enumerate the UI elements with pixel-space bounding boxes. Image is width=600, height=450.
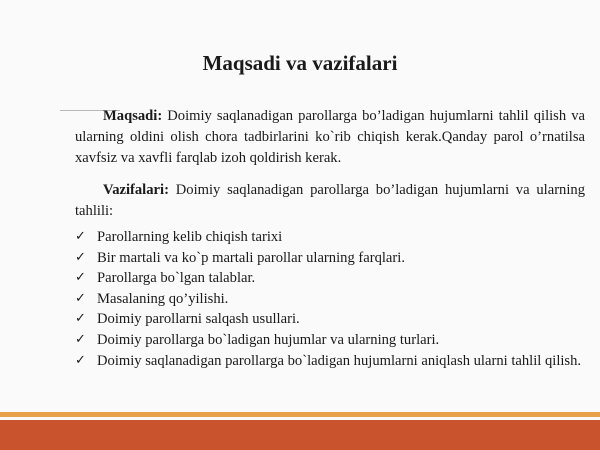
list-item (75, 268, 585, 289)
tasks-label: Vazifalari: (103, 182, 169, 198)
tasks-indent (75, 182, 103, 198)
accent-bar-thick (0, 420, 600, 450)
list-item-text: Masalaning qo’yilishi. (97, 290, 229, 307)
checkmark-icon: ✓ (75, 290, 86, 306)
checkmark-icon: ✓ (75, 331, 86, 347)
list-item (75, 309, 585, 330)
checkmark-icon: ✓ (75, 270, 86, 286)
slide-title: Maqsadi va vazifalari (202, 51, 398, 75)
list-item-text: Parollarga bo`lgan talablar. (97, 270, 256, 287)
checkmark-icon: ✓ (75, 249, 86, 265)
list-item-text: Bir martali va ko`p martali parollar ularning farqlari. (97, 249, 405, 266)
purpose-paragraph (75, 106, 585, 169)
checkmark-icon: ✓ (75, 229, 86, 244)
purpose-text: Doimiy saqlanadigan parollarga bo’ladigan hujumlarni tahlil qilish va ularning oldini olish chora tadbirlarini ko`rib chiqish kerak.Qanday parol o’rnatilsa xavfsiz va xavfli farqlab izoh qoldirish kerak. (75, 108, 585, 166)
accent-bar-thin (0, 412, 600, 417)
checkmark-icon: ✓ (75, 311, 86, 327)
checkmark-icon: ✓ (75, 352, 86, 368)
tasks-paragraph (75, 180, 585, 222)
tasks-text: Doimiy saqlanadigan parollarga bo’ladigan hujumlarni va ularning tahlili: (75, 182, 585, 219)
task-list (75, 227, 585, 371)
list-item-text: Doimiy parollarni salqash usullari. (97, 311, 300, 328)
list-item-text: Doimiy parollarga bo`ladigan hujumlar va ularning turlari. (97, 331, 440, 348)
list-item (75, 227, 585, 248)
list-item (75, 330, 585, 351)
purpose-label: Maqsadi: (103, 108, 163, 124)
list-item (75, 289, 585, 310)
list-item (75, 248, 585, 269)
list-item-text: Doimiy saqlanadigan parollarga bo`ladigan hujumlarni aniqlash ularni tahlil qilish. (97, 352, 582, 369)
list-item-text: Parollarning kelib chiqish tarixi (97, 229, 283, 245)
purpose-indent (75, 108, 103, 124)
list-item (75, 351, 585, 372)
